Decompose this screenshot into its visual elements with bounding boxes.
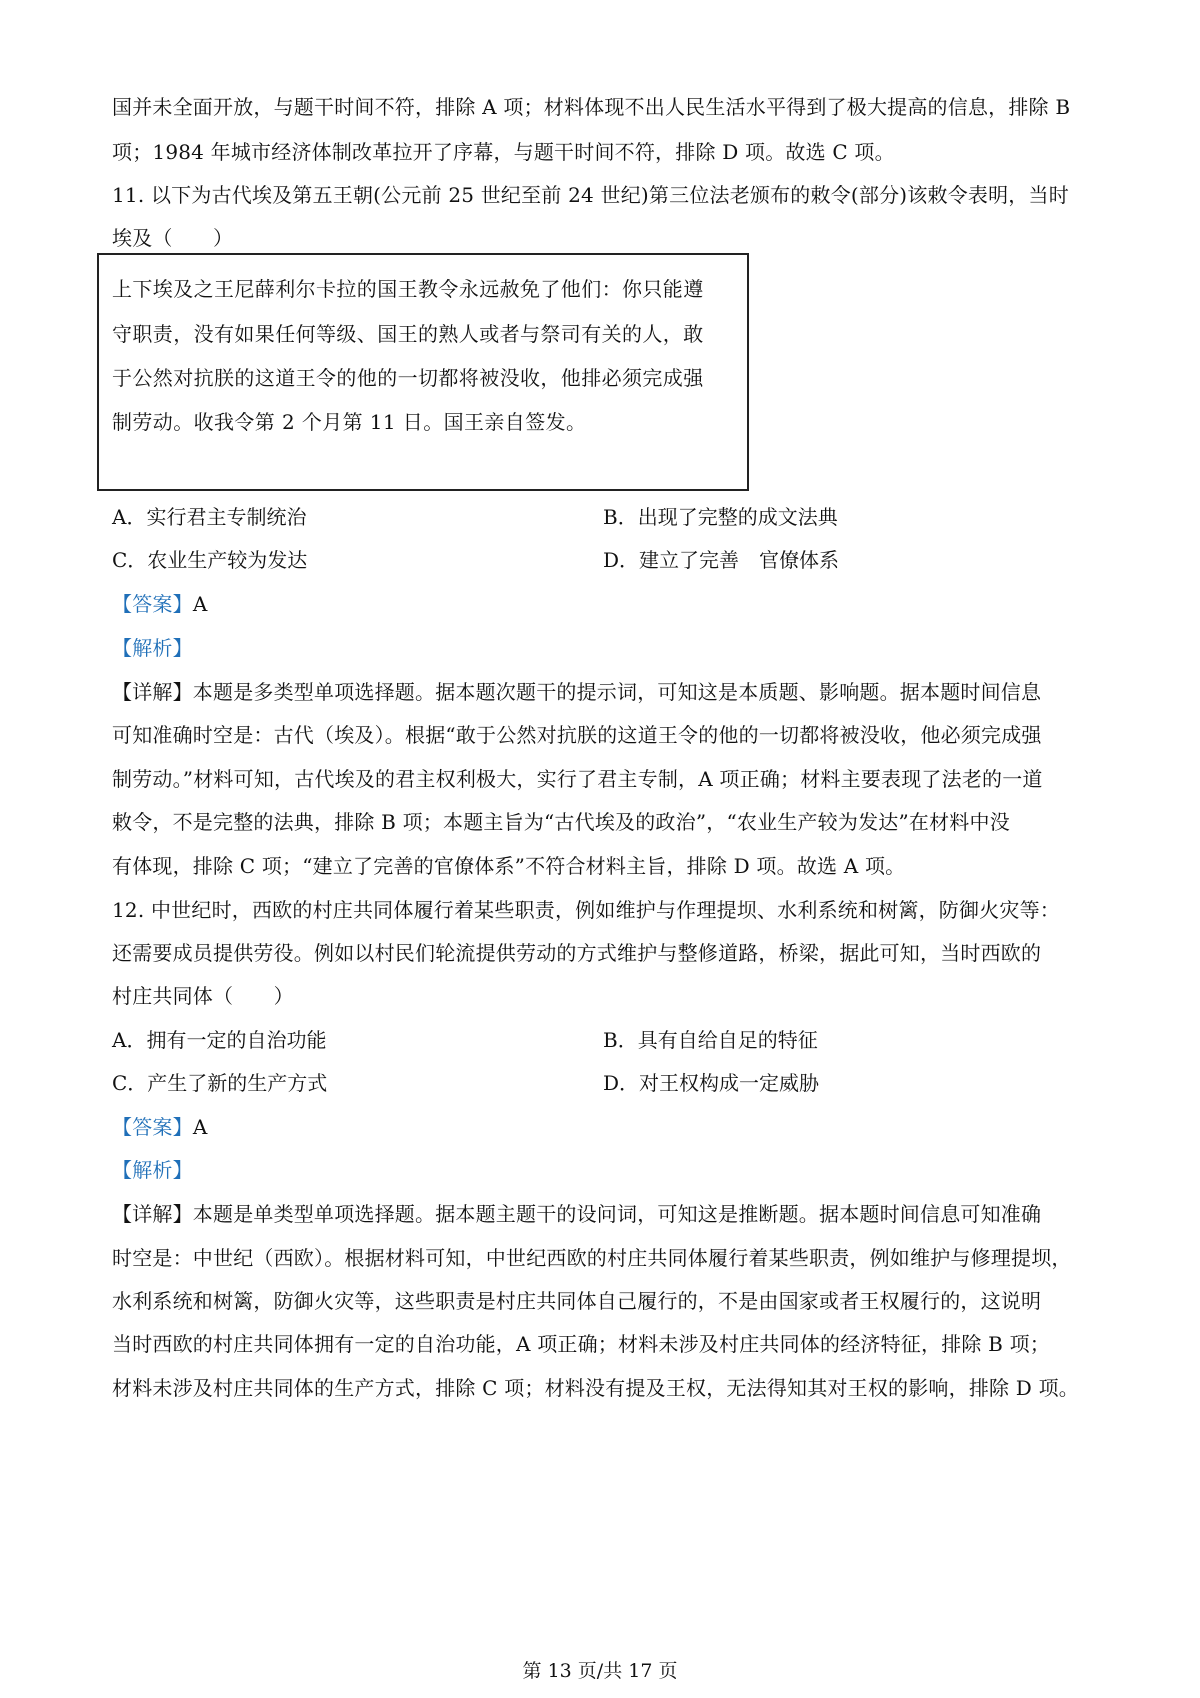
quote-line: 制劳动。收我令第 2 个月第 11 日。国王亲自签发。 — [112, 410, 587, 434]
text-line: 项；1984 年城市经济体制改革拉开了序幕，与题干时间不符，排除 D 项。故选 C 项。 — [112, 140, 895, 164]
q11-option-d: D．建立了完善 官僚体系 — [603, 548, 840, 572]
quote-line: 于公然对抗朕的这道王令的他的一切都将被没收，他排必须完成强 — [112, 366, 704, 390]
q12-option-c: C．产生了新的生产方式 — [112, 1071, 328, 1095]
analysis-tag: 【解析】 — [112, 1158, 193, 1182]
question-12-stem: 还需要成员提供劳役。例如以村民们轮流提供劳动的方式维护与整修道路，桥梁，据此可知，当时西欧的 — [112, 941, 1042, 965]
q11-option-b: B．出现了完整的成文法典 — [603, 505, 838, 529]
quote-line: 上下埃及之王尼薛利尔卡拉的国王教令永远赦免了他们：你只能遵 — [112, 277, 704, 301]
q12-option-b: B．具有自给自足的特征 — [603, 1028, 818, 1052]
page-number-footer: 第 13 页/共 17 页 — [522, 1660, 678, 1682]
q11-option-c: C．农业生产较为发达 — [112, 548, 308, 572]
analysis-tag: 【解析】 — [112, 636, 193, 660]
q12-detail-line: 材料未涉及村庄共同体的生产方式，排除 C 项；材料没有提及王权，无法得知其对王权的影响，排除 D 项。 — [112, 1376, 1079, 1400]
text-line: 国并未全面开放，与题干时间不符，排除 A 项；材料体现不出人民生活水平得到了极大提高的信息，排除 B — [112, 95, 1071, 119]
q12-detail-line: 当时西欧的村庄共同体拥有一定的自治功能，A 项正确；材料未涉及村庄共同体的经济特征，排除 B 项； — [112, 1332, 1051, 1356]
q12-detail-line: 【详解】本题是单类型单项选择题。据本题主题干的设问词，可知这是推断题。据本题时间信息可知准确 — [112, 1202, 1042, 1226]
q11-detail-line: 有体现，排除 C 项；“建立了完善的官僚体系”不符合材料主旨，排除 D 项。故选 A 项。 — [112, 854, 906, 878]
q11-answer — [112, 590, 1102, 618]
q11-detail-line: 可知准确时空是：古代（埃及）。根据“敢于公然对抗朕的这道王令的他的一切都将被没收，他必须完成强 — [112, 723, 1042, 747]
q11-option-a: A．实行君主专制统治 — [112, 505, 307, 529]
question-12-stem: 12. 中世纪时，西欧的村庄共同体履行着某些职责，例如维护与作理提坝、水利系统和树篱，防御火灾等： — [112, 898, 1060, 922]
question-11-stem: 11. 以下为古代埃及第五王朝(公元前 25 世纪至前 24 世纪)第三位法老颁布的敕令(部分)该敕令表明，当时 — [112, 183, 1069, 207]
q12-analysis — [112, 1156, 1102, 1184]
answer-value: A — [192, 1115, 208, 1139]
q11-detail-line: 制劳动。”材料可知，古代埃及的君主权利极大，实行了君主专制，A 项正确；材料主要表现了法老的一道 — [112, 767, 1043, 791]
q11-detail-line: 敕令，不是完整的法典，排除 B 项；本题主旨为“古代埃及的政治”，“农业生产较为发达”在材料中没 — [112, 810, 1010, 834]
quote-line: 守职责，没有如果任何等级、国王的熟人或者与祭司有关的人，敢 — [112, 322, 704, 346]
q11-analysis — [112, 634, 1102, 662]
answer-tag: 【答案】 — [112, 1115, 193, 1139]
q11-detail-line: 【详解】本题是多类型单项选择题。据本题次题干的提示词，可知这是本质题、影响题。据本题时间信息 — [112, 680, 1042, 704]
q12-option-d: D．对王权构成一定威胁 — [603, 1071, 820, 1095]
answer-value: A — [192, 592, 208, 616]
q12-answer — [112, 1113, 1102, 1141]
q12-detail-line: 时空是：中世纪（西欧）。根据材料可知，中世纪西欧的村庄共同体履行着某些职责，例如维护与修理提坝， — [112, 1246, 1072, 1270]
question-12-stem: 村庄共同体（ ） — [112, 984, 294, 1008]
q12-option-a: A．拥有一定的自治功能 — [112, 1028, 327, 1052]
question-11-stem: 埃及（ ） — [112, 226, 234, 250]
answer-tag: 【答案】 — [112, 592, 193, 616]
q12-detail-line: 水利系统和树篱，防御火灾等，这些职责是村庄共同体自己履行的，不是由国家或者王权履行的，这说明 — [112, 1289, 1042, 1313]
